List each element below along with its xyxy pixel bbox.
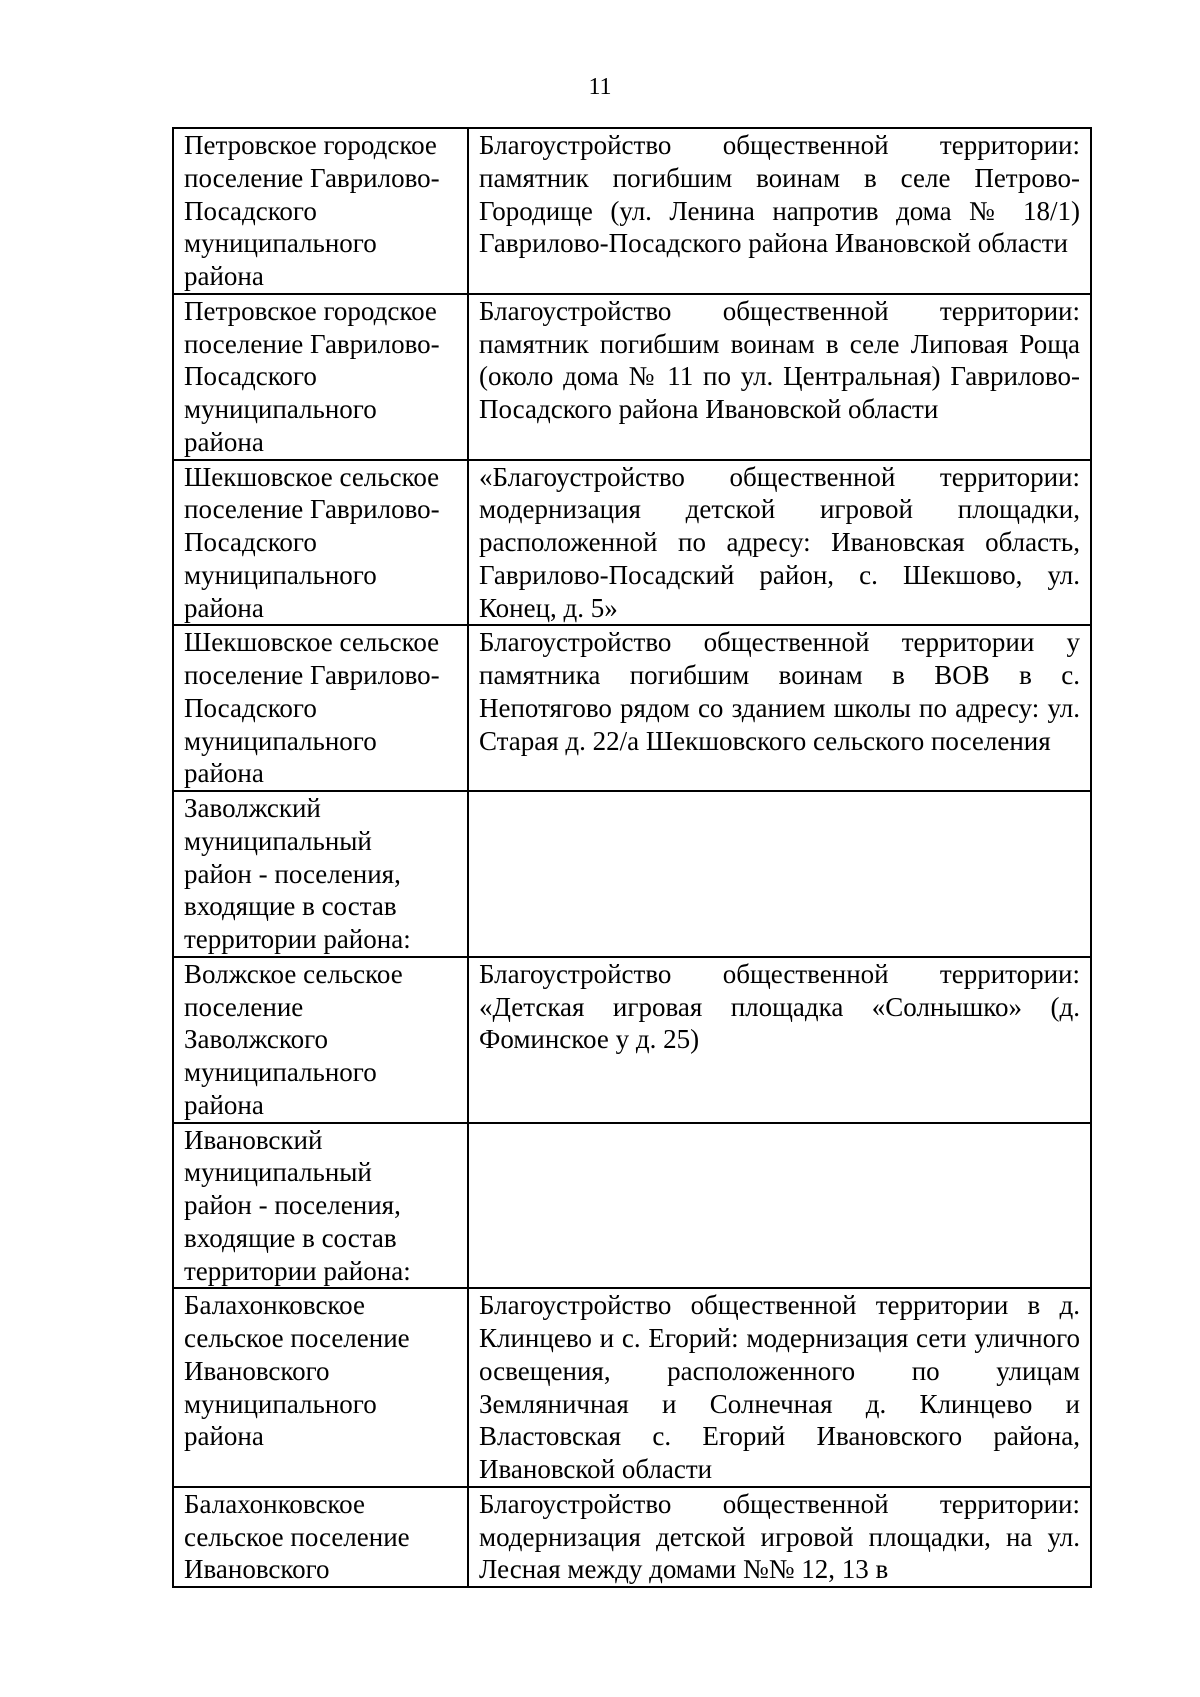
settlement-cell — [173, 460, 468, 626]
district-line: Заволжский — [184, 793, 321, 823]
settlement-cell — [173, 957, 468, 1123]
settlement-cell — [173, 625, 468, 791]
settlement-line: Волжское сельское — [184, 958, 403, 989]
settlement-line: района — [184, 1421, 264, 1452]
settlement-line: поселение Гаврилово- — [184, 494, 440, 525]
district-line: территории района: — [184, 1255, 411, 1286]
settlement-line: Петровское городское — [184, 295, 437, 326]
settlement-line: поселение Гаврилово- — [184, 328, 440, 359]
project-description-cell: «Благоустройство общественной территории: модернизация детской игровой площадки, расположенной по адресу: Ивановская область, Гаврилово-Посадский район, с. Шекшово, ул. Конец, д. 5» — [468, 460, 1091, 626]
empty-description-cell — [468, 791, 1091, 957]
settlement-cell — [173, 128, 468, 294]
settlement-line: Посадского — [184, 692, 317, 723]
settlement-line: муниципального — [184, 228, 377, 259]
settlement-line: муниципального — [184, 725, 377, 756]
district-line: муниципальный — [184, 825, 372, 856]
table-row — [173, 957, 1091, 1123]
settlement-line: поселение — [184, 991, 304, 1022]
settlement-line: муниципального — [184, 559, 377, 590]
settlement-line: Заволжского — [184, 1024, 328, 1055]
settlement-line: поселение Гаврилово- — [184, 660, 440, 690]
settlement-line: Посадского — [184, 527, 317, 557]
project-description-cell: Благоустройство общественной территории: памятник погибшим воинам в селе Петрово-Городище (ул. Ленина напротив дома № 18/1) Гаврилово-Посадского района Ивановской области — [468, 128, 1091, 294]
district-line: входящие в состав — [184, 891, 397, 922]
settlement-line: поселение Гаврилово- — [184, 162, 440, 193]
settlement-line: района — [184, 1089, 264, 1120]
settlement-line: муниципального — [184, 394, 377, 424]
settlement-line: Петровское городское — [184, 130, 437, 160]
settlement-line: Посадского — [184, 361, 317, 392]
table-row — [173, 625, 1091, 791]
table-row — [173, 791, 1091, 957]
project-description-cell: Благоустройство общественной территории у памятника погибшим воинам в ВОВ в с. Непотягово рядом со зданием школы по адресу: ул. Старая д. 22/а Шекшовского сельского поселения — [468, 625, 1091, 791]
district-line: муниципальный — [184, 1157, 372, 1188]
table-row — [173, 1288, 1091, 1487]
project-description-cell: Благоустройство общественной территории: памятник погибшим воинам в селе Липовая Роща (около дома № 11 по ул. Центральная) Гаврилово-Посадского района Ивановской области — [468, 294, 1091, 460]
settlement-line: Шекшовское сельское — [184, 461, 440, 492]
district-line: район - поселения, — [184, 1190, 401, 1220]
settlement-line: сельское поселение — [184, 1323, 410, 1353]
settlement-line: сельское поселение — [184, 1521, 410, 1552]
settlement-line: Балахонковское — [184, 1488, 365, 1519]
settlement-line: Посадского — [184, 195, 317, 226]
settlement-line: района — [184, 426, 264, 457]
settlement-cell — [173, 1288, 468, 1487]
table-row — [173, 1123, 1091, 1289]
district-header-cell — [173, 791, 468, 957]
district-line: входящие в состав — [184, 1222, 397, 1253]
settlement-line: муниципального — [184, 1057, 377, 1087]
district-line: Ивановский — [184, 1124, 323, 1155]
settlement-line: района — [184, 592, 264, 623]
project-description-cell: Благоустройство общественной территории в д. Клинцево и с. Егорий: модернизация сети уличного освещения, расположенного по улицам Земляничная и Солнечная д. Клинцево и Властовская с. Егорий Ивановского района, Ивановской области — [468, 1288, 1091, 1487]
project-description-cell: Благоустройство общественной территории: «Детская игровая площадка «Солнышко» (д. Фоминское у д. 25) — [468, 957, 1091, 1123]
table-row — [173, 460, 1091, 626]
district-line: территории района: — [184, 924, 411, 954]
settlement-line: Шекшовское сельское — [184, 627, 440, 658]
settlement-line: муниципального — [184, 1388, 377, 1419]
settlement-line: Ивановского — [184, 1355, 330, 1386]
settlement-line: района — [184, 758, 264, 789]
table-row — [173, 128, 1091, 294]
project-description-cell: Благоустройство общественной территории: модернизация детской игровой площадки, на ул. Лесная между домами №№ 12, 13 в — [468, 1487, 1091, 1587]
settlement-cell — [173, 294, 468, 460]
settlement-line: Балахонковское — [184, 1290, 365, 1321]
settlement-line: района — [184, 261, 264, 291]
page-number: 11 — [588, 74, 612, 100]
district-header-cell — [173, 1123, 468, 1289]
table-row — [173, 1487, 1091, 1587]
table-row — [173, 294, 1091, 460]
settlements-table — [172, 127, 1092, 1588]
empty-description-cell — [468, 1123, 1091, 1289]
settlement-line: Ивановского — [184, 1554, 330, 1585]
settlement-cell — [173, 1487, 468, 1587]
district-line: район - поселения, — [184, 858, 401, 889]
